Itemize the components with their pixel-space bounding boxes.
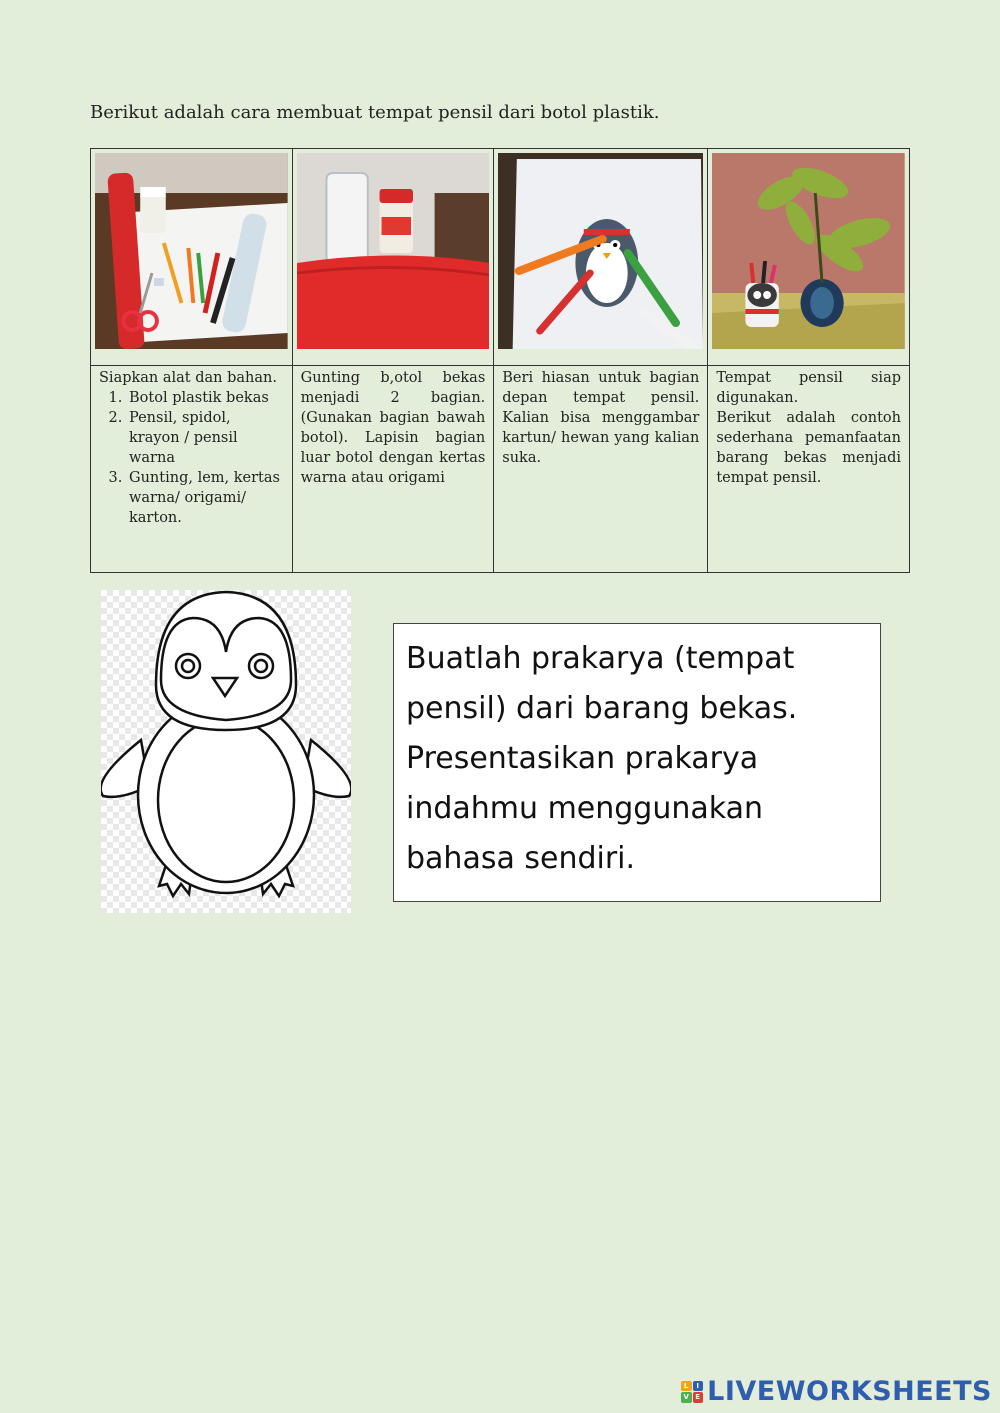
photo-bottle-cut — [297, 153, 490, 349]
penguin-icon — [101, 590, 351, 913]
penguin-illustration — [101, 590, 351, 913]
logo-letter: E — [693, 1392, 704, 1403]
step-3-text: Beri hiasan untuk bagian depan tempat pensil. Kalian bisa menggambar kartun/ hewan yang kalian suka. — [502, 370, 700, 466]
tools-list-item: 1. Botol plastik bekas — [127, 388, 284, 408]
logo-letter: L — [681, 1381, 692, 1392]
intro-text: Berikut adalah cara membuat tempat pensil dari botol plastik. — [90, 102, 660, 123]
photo-cell-1 — [91, 149, 293, 366]
photo-row — [91, 149, 910, 366]
liveworksheets-brand — [681, 1376, 992, 1407]
tools-list — [99, 388, 284, 528]
task-box: Buatlah prakarya (tempat pensil) dari barang bekas. Presentasikan prakarya indahmu menggunakan bahasa sendiri. — [393, 623, 881, 902]
step-4-line-1: Tempat pensil siap digunakan. — [716, 370, 901, 406]
brand-name: LIVEWORKSHEETS — [707, 1376, 992, 1407]
photo-cell-4 — [708, 149, 910, 366]
step-1-lead: Siapkan alat dan bahan. — [99, 370, 277, 386]
tools-list-item: 3. Gunting, lem, kertas warna/ origami/ karton. — [127, 468, 284, 528]
liveworksheets-logo-icon — [681, 1381, 703, 1403]
step-3-cell — [494, 366, 708, 573]
steps-table — [90, 148, 910, 573]
logo-letter: I — [693, 1381, 704, 1392]
step-4-line-2: Berikut adalah contoh sederhana pemanfaatan barang bekas menjadi tempat pensil. — [716, 410, 901, 486]
photo-cell-3 — [494, 149, 708, 366]
step-2-text: Gunting b,otol bekas menjadi 2 bagian. (Gunakan bagian bawah botol). Lapisin bagian luar botol dengan kertas warna atau origami — [300, 370, 486, 486]
photo-cell-2 — [292, 149, 494, 366]
step-1-cell — [91, 366, 293, 573]
logo-letter: V — [681, 1392, 692, 1403]
photo-materials — [95, 153, 288, 349]
tools-list-item: 2. Pensil, spidol, krayon / pensil warna — [127, 408, 284, 468]
photo-finished — [712, 153, 905, 349]
text-row — [91, 366, 910, 573]
step-2-cell — [292, 366, 494, 573]
step-4-cell — [708, 366, 910, 573]
photo-decoration — [498, 153, 703, 349]
